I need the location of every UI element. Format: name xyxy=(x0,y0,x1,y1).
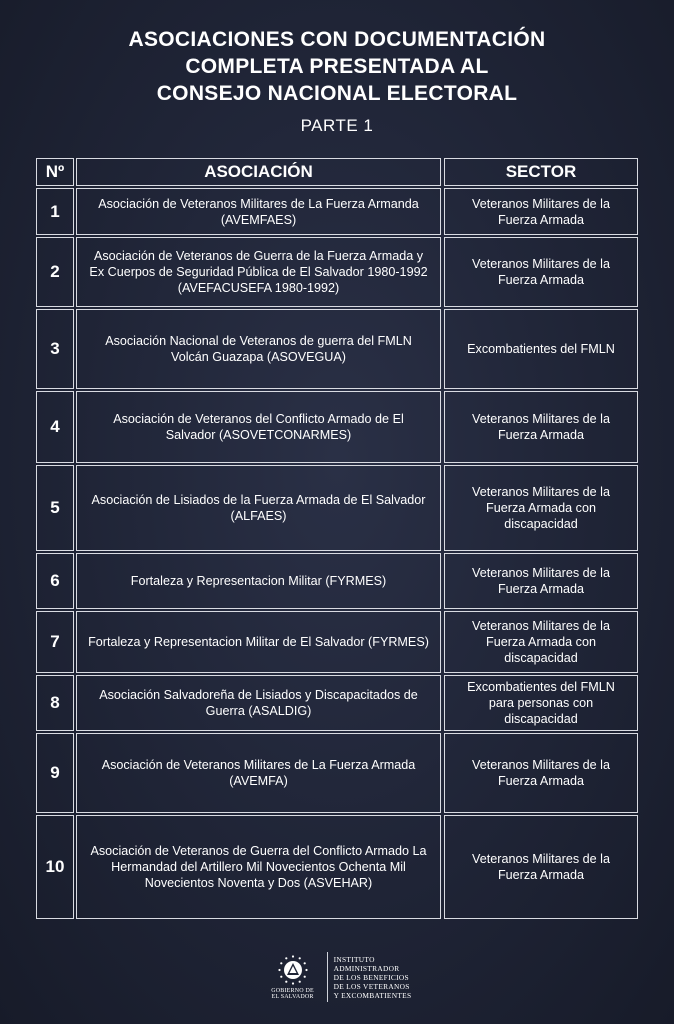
header-association: ASOCIACIÓN xyxy=(76,158,441,186)
row-association: Fortaleza y Representacion Militar de El Salvador (FYRMES) xyxy=(76,611,441,673)
row-association: Fortaleza y Representacion Militar (FYRMES) xyxy=(76,553,441,609)
institute-line: DE LOS VETERANOS xyxy=(333,981,410,991)
row-association: Asociación de Veteranos Militares de La Fuerza Armada (AVEMFA) xyxy=(76,733,441,813)
row-number: 8 xyxy=(36,675,74,731)
row-association: Asociación Salvadoreña de Lisiados y Discapacitados de Guerra (ASALDIG) xyxy=(76,675,441,731)
row-sector: Veteranos Militares de la Fuerza Armada xyxy=(444,237,638,307)
government-seal xyxy=(263,954,323,1001)
row-association: Asociación de Veteranos de Guerra del Conflicto Armado La Hermandad del Artillero Mil Novecientos Ochenta Mil Novecientos Noventa y Dos (ASVEHAR) xyxy=(76,815,441,919)
row-sector: Veteranos Militares de la Fuerza Armada con discapacidad xyxy=(444,611,638,673)
table-row xyxy=(36,553,638,609)
row-sector: Excombatientes del FMLN para personas con discapacidad xyxy=(444,675,638,731)
title-line: CONSEJO NACIONAL ELECTORAL xyxy=(156,82,518,105)
row-number: 7 xyxy=(36,611,74,673)
row-number: 5 xyxy=(36,465,74,551)
row-number: 6 xyxy=(36,553,74,609)
title-line: COMPLETA PRESENTADA AL xyxy=(185,55,489,78)
row-number: 3 xyxy=(36,309,74,389)
row-sector: Veteranos Militares de la Fuerza Armada xyxy=(444,733,638,813)
table-row xyxy=(36,309,638,389)
institute-line: INSTITUTO xyxy=(333,954,375,964)
table-row xyxy=(36,465,638,551)
gov-line: EL SALVADOR xyxy=(271,994,314,1000)
institute-line: ADMINISTRADOR xyxy=(333,963,400,973)
row-sector: Veteranos Militares de la Fuerza Armada con discapacidad xyxy=(444,465,638,551)
footer-logo xyxy=(0,952,674,1002)
institute-line: DE LOS BENEFICIOS xyxy=(333,972,409,982)
row-sector: Excombatientes del FMLN xyxy=(444,309,638,389)
table-header-row xyxy=(36,158,638,186)
gov-line: GOBIERNO DE xyxy=(271,987,314,994)
associations-table xyxy=(36,158,638,919)
row-association: Asociación Nacional de Veteranos de guerra del FMLN Volcán Guazapa (ASOVEGUA) xyxy=(76,309,441,389)
table-row xyxy=(36,733,638,813)
institute-line: Y EXCOMBATIENTES xyxy=(333,990,412,1000)
row-number: 10 xyxy=(36,815,74,919)
row-sector: Veteranos Militares de la Fuerza Armada xyxy=(444,553,638,609)
row-association: Asociación de Veteranos de Guerra de la Fuerza Armada y Ex Cuerpos de Seguridad Pública de El Salvador 1980-1992 (AVEFACUSEFA 1980-1992) xyxy=(76,237,441,307)
row-number: 4 xyxy=(36,391,74,463)
page-title xyxy=(0,26,674,107)
row-association: Asociación de Veteranos del Conflicto Armado de El Salvador (ASOVETCONARMES) xyxy=(76,391,441,463)
row-association: Asociación de Veteranos Militares de La Fuerza Armanda (AVEMFAES) xyxy=(76,188,441,235)
page-subtitle: PARTE 1 xyxy=(300,116,374,135)
row-number: 1 xyxy=(36,188,74,235)
table-row xyxy=(36,188,638,235)
footer-divider xyxy=(327,952,328,1002)
header-sector: SECTOR xyxy=(444,158,638,186)
el-salvador-seal-icon xyxy=(277,954,309,986)
table-row xyxy=(36,675,638,731)
row-number: 9 xyxy=(36,733,74,813)
table-row xyxy=(36,391,638,463)
row-sector: Veteranos Militares de la Fuerza Armada xyxy=(444,188,638,235)
row-number: 2 xyxy=(36,237,74,307)
row-association: Asociación de Lisiados de la Fuerza Armada de El Salvador (ALFAES) xyxy=(76,465,441,551)
header-num: Nº xyxy=(36,158,74,186)
row-sector: Veteranos Militares de la Fuerza Armada xyxy=(444,391,638,463)
table-row xyxy=(36,611,638,673)
government-label xyxy=(271,988,314,1001)
table-row xyxy=(36,237,638,307)
table-row xyxy=(36,815,638,919)
institute-name xyxy=(334,955,412,1000)
row-sector: Veteranos Militares de la Fuerza Armada xyxy=(444,815,638,919)
title-line: ASOCIACIONES CON DOCUMENTACIÓN xyxy=(128,28,546,51)
